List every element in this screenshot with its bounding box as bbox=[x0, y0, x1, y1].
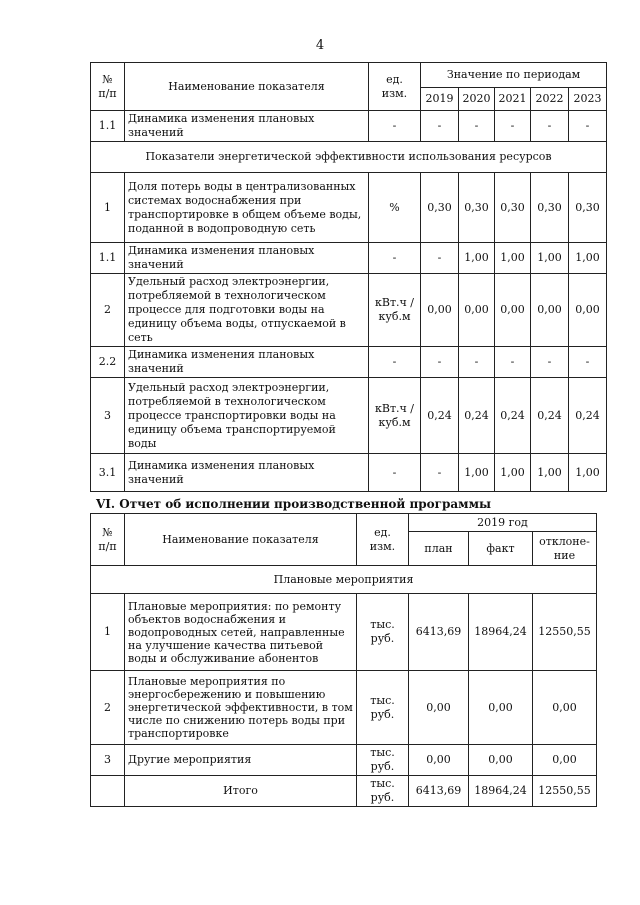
row-value: 1,00 bbox=[495, 454, 531, 492]
row-value: - bbox=[459, 347, 495, 378]
header-plan: план bbox=[409, 532, 469, 566]
section-title: Плановые мероприятия bbox=[91, 566, 597, 594]
header-name: Наименование показателя bbox=[125, 514, 357, 566]
row-name: Удельный расход электроэнергии, потребляемой в технологическом процессе транспортировки воды на единицу объема транспортируемой воды bbox=[125, 378, 369, 454]
table2-header-row bbox=[91, 514, 597, 532]
row-num: 1 bbox=[91, 173, 125, 243]
row-fact: 0,00 bbox=[469, 671, 533, 745]
header-year: 2021 bbox=[495, 88, 531, 111]
row-value: 1,00 bbox=[459, 454, 495, 492]
table-row bbox=[91, 274, 607, 347]
row-value: - bbox=[421, 454, 459, 492]
row-num: 3.1 bbox=[91, 454, 125, 492]
row-unit: кВт.ч / куб.м bbox=[369, 378, 421, 454]
row-unit: - bbox=[369, 243, 421, 274]
row-unit: % bbox=[369, 173, 421, 243]
row-value: 1,00 bbox=[569, 454, 607, 492]
header-period-group: Значение по периодам bbox=[421, 63, 607, 88]
row-value: 1,00 bbox=[531, 243, 569, 274]
row-unit: тыс. руб. bbox=[357, 594, 409, 671]
row-value: - bbox=[495, 111, 531, 142]
row-num: 1 bbox=[91, 594, 125, 671]
table-row bbox=[91, 378, 607, 454]
total-fact: 18964,24 bbox=[469, 776, 533, 807]
row-plan: 0,00 bbox=[409, 745, 469, 776]
row-deviation: 0,00 bbox=[533, 745, 597, 776]
header-year: 2020 bbox=[459, 88, 495, 111]
row-deviation: 12550,55 bbox=[533, 594, 597, 671]
row-value: - bbox=[569, 111, 607, 142]
row-value: 0,30 bbox=[569, 173, 607, 243]
row-value: - bbox=[421, 347, 459, 378]
row-value: 0,00 bbox=[569, 274, 607, 347]
total-label: Итого bbox=[125, 776, 357, 807]
row-value: 0,00 bbox=[421, 274, 459, 347]
row-value: 0,30 bbox=[495, 173, 531, 243]
table-row bbox=[91, 347, 607, 378]
table-row bbox=[91, 454, 607, 492]
row-num: 3 bbox=[91, 745, 125, 776]
header-name: Наименование показателя bbox=[125, 63, 369, 111]
row-num: 2.2 bbox=[91, 347, 125, 378]
row-name: Удельный расход электроэнергии, потребляемой в технологическом процессе для подготовки воды на единицу объема воды, отпускаемой в сеть bbox=[125, 274, 369, 347]
row-num: 1.1 bbox=[91, 111, 125, 142]
table-row bbox=[91, 745, 597, 776]
row-value: - bbox=[531, 347, 569, 378]
table-row bbox=[91, 111, 607, 142]
page-number: 4 bbox=[315, 38, 325, 53]
row-value: 1,00 bbox=[459, 243, 495, 274]
total-plan: 6413,69 bbox=[409, 776, 469, 807]
header-num: № п/п bbox=[91, 514, 125, 566]
total-unit: тыс. руб. bbox=[357, 776, 409, 807]
row-name: Динамика изменения плановых значений bbox=[125, 347, 369, 378]
row-unit: тыс. руб. bbox=[357, 745, 409, 776]
header-unit: ед. изм. bbox=[357, 514, 409, 566]
row-value: 0,30 bbox=[421, 173, 459, 243]
row-value: - bbox=[459, 111, 495, 142]
row-unit: - bbox=[369, 347, 421, 378]
row-value: 0,00 bbox=[459, 274, 495, 347]
section-title: Показатели энергетической эффективности использования ресурсов bbox=[91, 142, 607, 173]
row-value: 0,24 bbox=[569, 378, 607, 454]
row-fact: 0,00 bbox=[469, 745, 533, 776]
table-row bbox=[91, 173, 607, 243]
row-num: 2 bbox=[91, 671, 125, 745]
row-value: 1,00 bbox=[569, 243, 607, 274]
row-value: 0,24 bbox=[531, 378, 569, 454]
row-unit: тыс. руб. bbox=[357, 671, 409, 745]
row-value: 0,24 bbox=[421, 378, 459, 454]
row-value: - bbox=[495, 347, 531, 378]
row-unit: - bbox=[369, 111, 421, 142]
header-year: 2022 bbox=[531, 88, 569, 111]
row-value: - bbox=[421, 243, 459, 274]
row-name: Динамика изменения плановых значений bbox=[125, 454, 369, 492]
row-value: 1,00 bbox=[495, 243, 531, 274]
header-year-group: 2019 год bbox=[409, 514, 597, 532]
row-fact: 18964,24 bbox=[469, 594, 533, 671]
row-num: 3 bbox=[91, 378, 125, 454]
header-year: 2019 bbox=[421, 88, 459, 111]
section-row bbox=[91, 142, 607, 173]
header-year: 2023 bbox=[569, 88, 607, 111]
table-row bbox=[91, 594, 597, 671]
row-value: 0,00 bbox=[531, 274, 569, 347]
header-fact: факт bbox=[469, 532, 533, 566]
total-row bbox=[91, 776, 597, 807]
header-deviation: отклоне- ние bbox=[533, 532, 597, 566]
row-name: Динамика изменения плановых значений bbox=[125, 243, 369, 274]
row-plan: 6413,69 bbox=[409, 594, 469, 671]
section-row bbox=[91, 566, 597, 594]
header-num: № п/п bbox=[91, 63, 125, 111]
total-num-empty bbox=[91, 776, 125, 807]
table1-header-row bbox=[91, 63, 607, 88]
row-name: Другие мероприятия bbox=[125, 745, 357, 776]
row-value: - bbox=[531, 111, 569, 142]
row-name: Плановые мероприятия по энергосбережению и повышению энергетической эффективности, в том числе по снижению потерь воды при транспортировке bbox=[125, 671, 357, 745]
row-value: 1,00 bbox=[531, 454, 569, 492]
row-value: 0,30 bbox=[459, 173, 495, 243]
section-heading: VI. Отчет об исполнении производственной программы bbox=[96, 497, 492, 511]
row-unit: кВт.ч / куб.м bbox=[369, 274, 421, 347]
table-row bbox=[91, 243, 607, 274]
row-deviation: 0,00 bbox=[533, 671, 597, 745]
row-unit: - bbox=[369, 454, 421, 492]
row-value: - bbox=[421, 111, 459, 142]
row-name: Плановые мероприятия: по ремонту объектов водоснабжения и водопроводных сетей, направленные на улучшение качества питьевой воды и обслуживание абонентов bbox=[125, 594, 357, 671]
row-value: 0,24 bbox=[459, 378, 495, 454]
row-name: Доля потерь воды в централизованных системах водоснабжения при транспортировке в общем объеме воды, поданной в водопроводную сеть bbox=[125, 173, 369, 243]
program-execution-table bbox=[90, 513, 597, 807]
total-deviation: 12550,55 bbox=[533, 776, 597, 807]
row-num: 1.1 bbox=[91, 243, 125, 274]
row-plan: 0,00 bbox=[409, 671, 469, 745]
row-name: Динамика изменения плановых значений bbox=[125, 111, 369, 142]
energy-efficiency-table bbox=[90, 62, 607, 492]
row-value: 0,00 bbox=[495, 274, 531, 347]
row-num: 2 bbox=[91, 274, 125, 347]
row-value: 0,30 bbox=[531, 173, 569, 243]
header-unit: ед. изм. bbox=[369, 63, 421, 111]
row-value: - bbox=[569, 347, 607, 378]
table-row bbox=[91, 671, 597, 745]
row-value: 0,24 bbox=[495, 378, 531, 454]
